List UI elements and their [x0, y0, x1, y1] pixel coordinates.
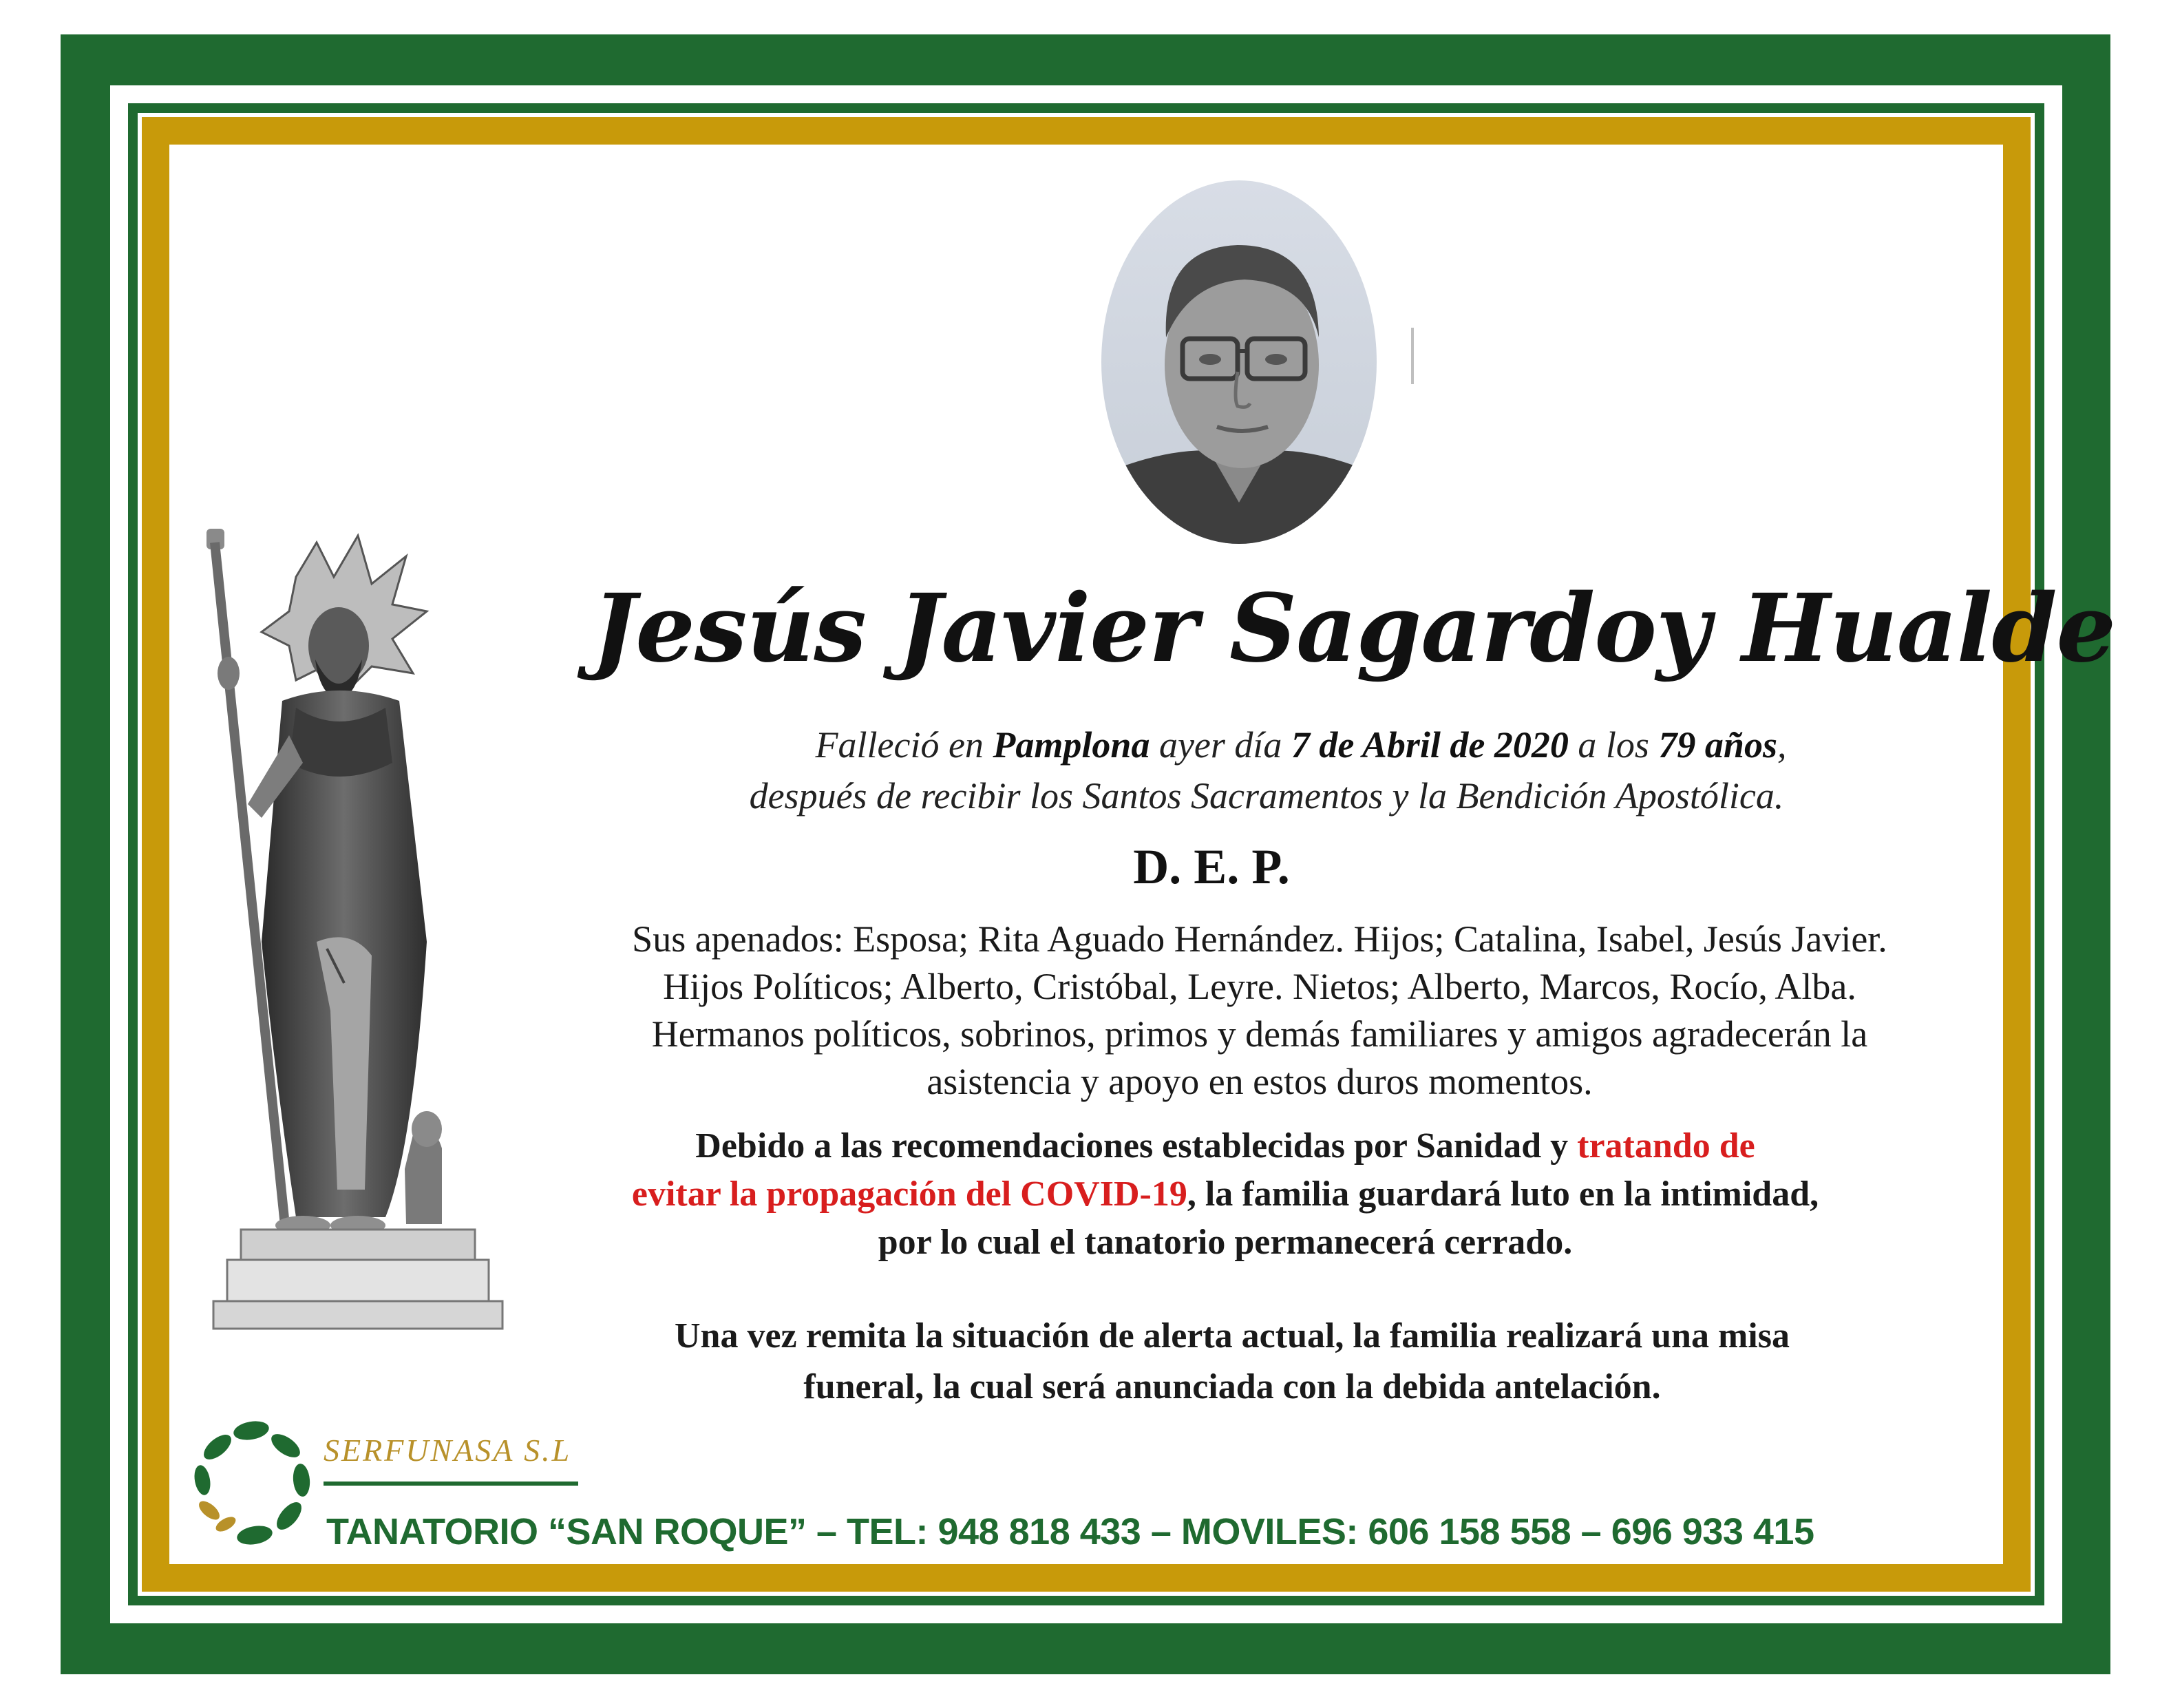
death-age: 79 años [1658, 724, 1777, 766]
death-date: 7 de Abril de 2020 [1291, 724, 1569, 766]
scan-mark [1411, 328, 1414, 384]
san-roque-statue-image [186, 529, 509, 1334]
portrait-photo [1100, 179, 1378, 545]
covid-highlight-2: evitar la propagación del COVID-19 [631, 1174, 1187, 1214]
death-place: Pamplona [993, 724, 1150, 766]
dep-heading: D. E. P. [1133, 839, 1290, 894]
family-paragraph: Sus apenados: Esposa; Rita Aguado Hernández. Hijos; Catalina, Isabel, Jesús Javier. Hijos Políticos; Alberto, Cristóbal, Leyre. Nietos; Alberto, Marcos, Rocío, Alba. Hermanos políticos, sobrinos, primos y demás familiares y amigos agradecerán la asistencia y apoyo en estos duros momentos. [632, 918, 1887, 1102]
covid-highlight-1: tratando de [1577, 1126, 1755, 1166]
death-details-line: Falleció en Pamplona ayer día 7 de Abril de 2020 a los 79 años, [815, 724, 1787, 766]
company-name: SERFUNASA S.L [324, 1433, 572, 1468]
company-underline [324, 1482, 578, 1486]
sacraments-line: después de recibir los Santos Sacramentos y la Bendición Apostólica. [749, 775, 1784, 816]
funeral-home-contact: TANATORIO “SAN ROQUE” – TEL: 948 818 433 – MOVILES: 606 158 558 – 696 933 415 [326, 1511, 1814, 1552]
covid-notice: Debido a las recomendaciones establecidas por Sanidad y tratando de evitar la propagación del COVID-19, la familia guardará luto en la intimidad, por lo cual el tanatorio permanecerá cerrado. [631, 1126, 1819, 1262]
wreath-logo-icon [186, 1414, 317, 1552]
mass-notice: Una vez remita la situación de alerta actual, la familia realizará una misa funeral, la cual será anunciada con la debida antelación. [675, 1316, 1790, 1406]
deceased-name: Jesús Javier Sagardoy Hualde [592, 573, 2116, 684]
